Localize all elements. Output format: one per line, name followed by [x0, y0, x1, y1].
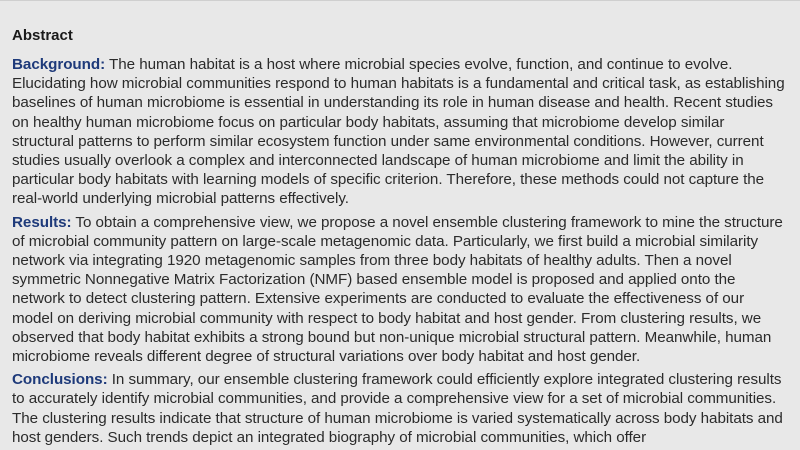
background-label: Background: [12, 56, 106, 73]
conclusions-text: In summary, our ensemble clustering framework could efficiently explore integrated clustering results to accurately identify microbial communities, and provide a comprehensive view for a set of microbial communities. The clustering results indicate that structure of human microbiome is varied systematically across body habitats and host genders. Such trends depict an integrated biography of microbial communities, which offer [12, 371, 783, 446]
results-label: Results: [12, 213, 72, 231]
conclusions-label: Conclusions: [12, 371, 108, 389]
conclusions-section [12, 370, 788, 447]
results-section [12, 213, 788, 367]
results-text: To obtain a comprehensive view, we propose a novel ensemble clustering framework to mine the structure of microbial community pattern on large-scale metagenomic data. Particularly, we first build a microbial similarity network via integrating 1920 metagenomic samples from three body habitats of healthy adults. Then a novel symmetric Nonnegative Matrix Factorization (NMF) based ensemble model is proposed and applied onto the network to detect clustering pattern. Extensive experiments are conducted to evaluate the effectiveness of our model on deriving microbial community with respect to body habitat and host gender. From clustering results, we observed that body habitat exhibits a strong bound but non-unique microbial structural pattern. Meanwhile, human microbiome reveals different degree of structural variations over body habitat and host gender. [12, 213, 783, 366]
background-section [12, 55, 788, 209]
abstract-heading: Abstract [12, 27, 73, 44]
background-text: The human habitat is a host where microbial species evolve, function, and continue to evolve. Elucidating how microbial communities respond to human habitats is a fundamental and critical task, as establishing baselines of human microbiome is essential in understanding its role in human disease and health. Recent studies on healthy human microbiome focus on particular body habitats, assuming that microbiome develop similar structural patterns to perform similar ecosystem function under same environmental conditions. However, current studies usually overlook a complex and interconnected landscape of human microbiome and limit the ability in particular body habitats with learning models of specific criterion. Therefore, these methods could not capture the real-world underlying microbial patterns effectively. [12, 56, 785, 208]
